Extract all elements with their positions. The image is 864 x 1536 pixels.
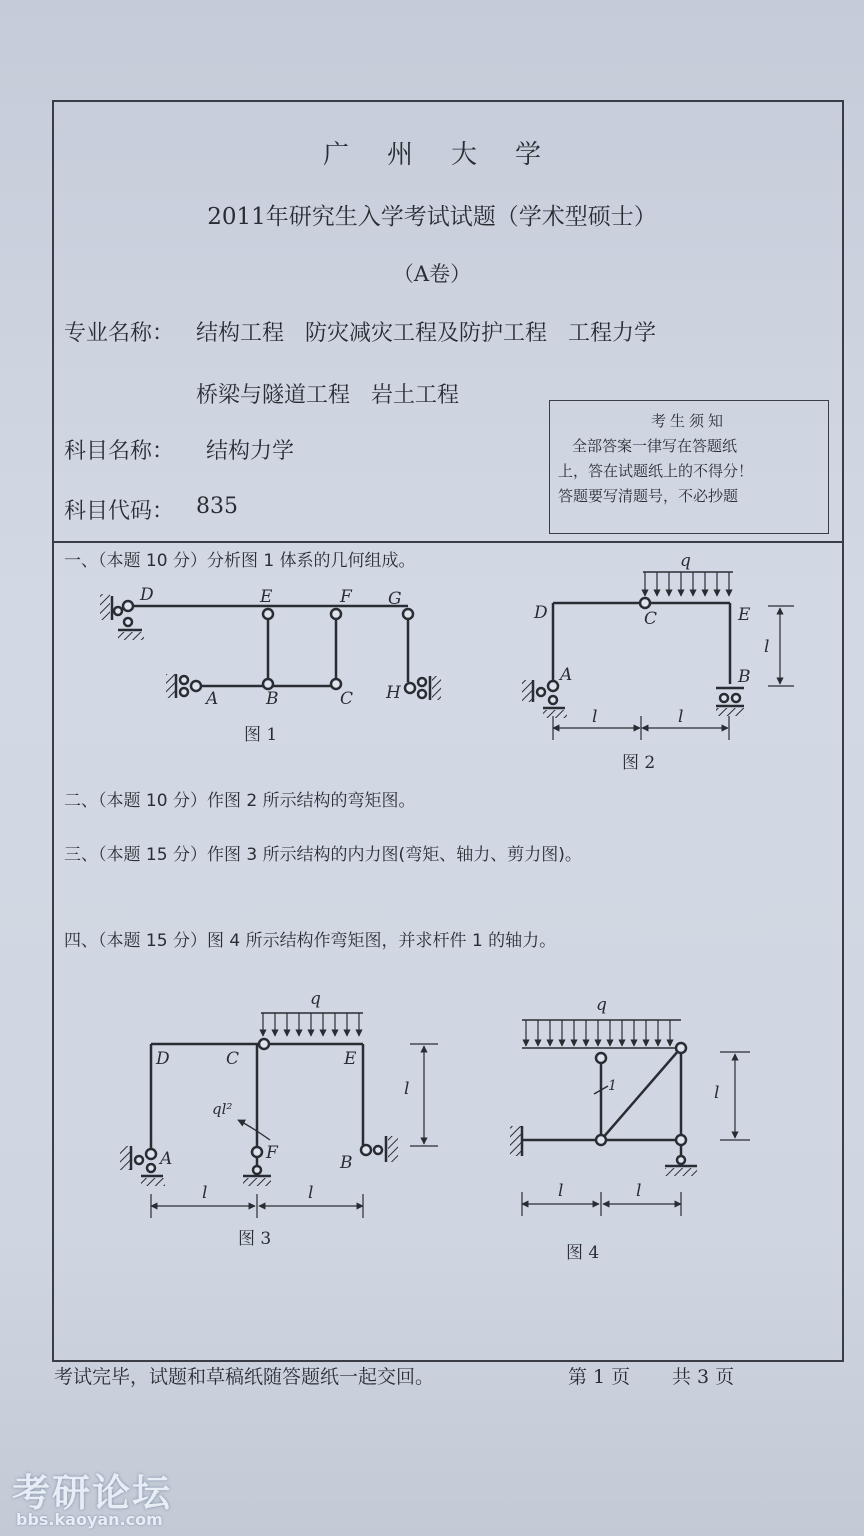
fig1-label-E: E	[260, 587, 273, 607]
fig2-caption: 图 2	[622, 753, 656, 773]
footer-note: 考试完毕，试题和草稿纸随答题纸一起交回。	[54, 1366, 435, 1388]
notice-line-3: 答题要写清题号，不必抄题	[558, 487, 739, 505]
fig2-label-l1: l	[592, 707, 598, 727]
fig3-load-arrows	[263, 1013, 359, 1036]
fig3-support-B	[361, 1136, 398, 1162]
major-value-2: 桥梁与隧道工程 岩土工程	[196, 383, 459, 408]
fig3-label-lv: l	[404, 1079, 410, 1099]
fig3-label-C: C	[226, 1049, 240, 1069]
question-2: 二、（本题 10 分）作图 2 所示结构的弯矩图。	[64, 791, 416, 811]
fig2-load-arrows	[645, 572, 729, 596]
fig2-support-A	[522, 680, 567, 718]
fig1-label-A: A	[206, 689, 219, 709]
fig4-label-member-1: 1	[608, 1078, 617, 1094]
fig3-caption: 图 3	[238, 1229, 272, 1249]
subject-label: 科目名称：	[64, 439, 175, 464]
fig1-hinge-F	[331, 609, 341, 619]
fig3-hinge-C	[259, 1039, 269, 1049]
fig1-label-G: G	[388, 589, 402, 609]
footer-total: 共 3 页	[672, 1366, 735, 1388]
code-value: 835	[196, 494, 238, 519]
fig4-label-l2: l	[636, 1181, 642, 1201]
figure-2	[522, 572, 794, 740]
figure-3-labels	[155, 989, 409, 1249]
question-4: 四、（本题 15 分）图 4 所示结构作弯矩图，并求杆件 1 的轴力。	[64, 931, 557, 951]
fig3-label-moment: ql²	[212, 1100, 233, 1118]
fig3-label-E: E	[344, 1049, 357, 1069]
question-1: 一、（本题 10 分）分析图 1 体系的几何组成。	[64, 551, 416, 571]
fig3-label-F: F	[266, 1143, 278, 1163]
fig2-label-B: B	[738, 667, 751, 687]
fig1-label-D: D	[140, 585, 154, 605]
fig1-caption: 图 1	[244, 725, 278, 745]
watermark-url: bbs.kaoyan.com	[16, 1510, 163, 1529]
fig1-label-C: C	[340, 689, 354, 709]
fig3-label-l1: l	[202, 1183, 208, 1203]
fig1-hinge-B	[263, 679, 273, 689]
fig1-support-H	[405, 676, 441, 700]
fig4-support-pin	[665, 1145, 697, 1176]
notice-line-2: 上，答在试题纸上的不得分！	[558, 462, 754, 480]
figure-2-labels	[533, 551, 769, 773]
major-value-1: 结构工程 防灾减灾工程及防护工程 工程力学	[196, 321, 656, 346]
fig2-hinge-C	[640, 598, 650, 608]
fig2-label-D: D	[534, 603, 548, 623]
paper-version: （A卷）	[392, 262, 472, 286]
fig4-hinge-top-right	[676, 1043, 686, 1053]
fig4-hinge-member-1-top	[596, 1053, 606, 1063]
fig1-hinge-C	[331, 679, 341, 689]
question-3: 三、（本题 15 分）作图 3 所示结构的内力图(弯矩、轴力、剪力图)。	[64, 845, 582, 865]
fig1-label-H: H	[386, 683, 401, 703]
fig3-support-A	[120, 1146, 165, 1186]
fig4-hinge-bottom-right	[676, 1135, 686, 1145]
notice-line-1: 全部答案一律写在答题纸	[572, 437, 738, 455]
fig4-diagonal	[601, 1050, 679, 1140]
fig2-label-q: q	[680, 551, 691, 571]
fig4-label-lv: l	[714, 1083, 720, 1103]
fig1-hinge-G	[403, 609, 413, 619]
fig1-label-B: B	[266, 689, 279, 709]
fig3-dimensions	[151, 1044, 438, 1218]
fig2-label-E: E	[738, 605, 751, 625]
fig1-support-D	[100, 594, 144, 640]
fig2-label-A: A	[560, 665, 573, 685]
fig2-label-C: C	[644, 609, 658, 629]
figure-4	[510, 1020, 750, 1216]
fig2-label-l2: l	[678, 707, 684, 727]
fig2-support-B	[716, 688, 744, 716]
fig3-label-q: q	[310, 989, 321, 1009]
fig4-load-arrows	[526, 1020, 670, 1046]
fig2-dimensions	[553, 606, 794, 740]
fig1-support-A	[166, 674, 201, 698]
figure-3	[120, 1013, 438, 1218]
fig3-label-l2: l	[308, 1183, 314, 1203]
major-label: 专业名称：	[64, 321, 175, 346]
fig1-label-F: F	[340, 587, 352, 607]
fig4-label-l1: l	[558, 1181, 564, 1201]
fig3-label-D: D	[156, 1049, 170, 1069]
fig4-hinge-bottom-mid	[596, 1135, 606, 1145]
exam-title: 2011年研究生入学考试试题（学术型硕士）	[207, 204, 657, 230]
footer-page: 第 1 页	[568, 1366, 631, 1388]
fig1-hinge-E	[263, 609, 273, 619]
watermark-logo: 考研论坛	[12, 1471, 173, 1515]
school-name: 广州大学	[322, 140, 579, 170]
fig2-label-lv: l	[764, 637, 770, 657]
notice-heading: 考生须知	[650, 412, 727, 430]
subject-value: 结构力学	[206, 439, 295, 464]
fig4-support-fixed	[510, 1126, 522, 1156]
fig4-caption: 图 4	[566, 1243, 600, 1263]
code-label: 科目代码：	[64, 499, 175, 524]
fig3-label-B: B	[340, 1153, 353, 1173]
fig3-moment-arrow	[238, 1120, 270, 1140]
figure-4-labels	[558, 995, 719, 1263]
fig4-label-q: q	[596, 995, 607, 1015]
fig3-label-A: A	[160, 1149, 173, 1169]
